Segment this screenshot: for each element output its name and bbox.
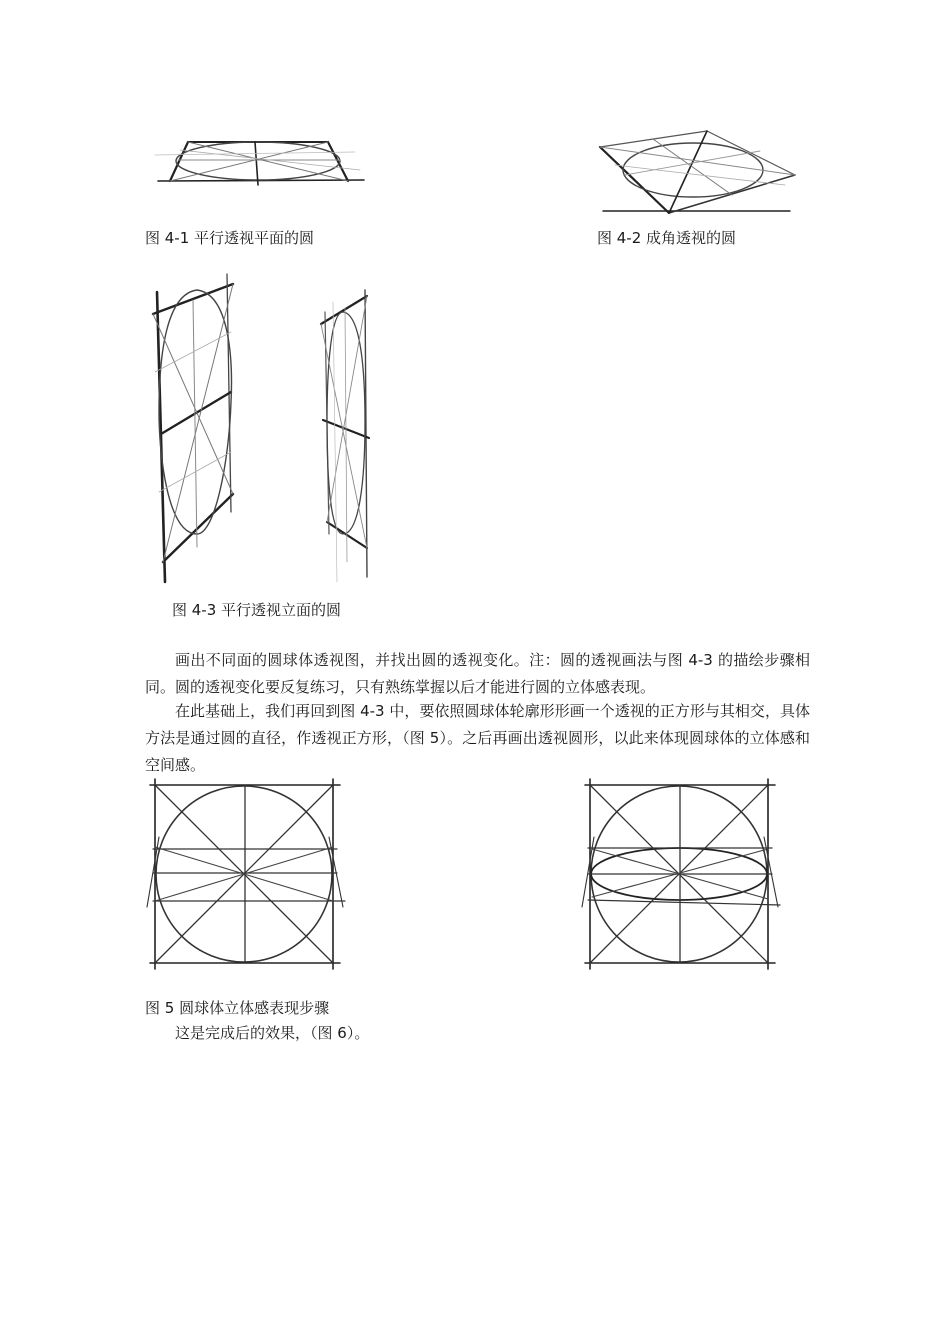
figure-4-3-caption: 图 4-3 平行透视立面的圆 <box>172 601 342 619</box>
figure-4-1-drawing <box>150 130 370 190</box>
figure-4-2-caption: 图 4-2 成角透视的圆 <box>597 229 737 247</box>
figure-4-2-drawing <box>595 125 800 217</box>
paragraph-2: 在此基础上，我们再回到图 4-3 中，要依照圆球体轮廓形形画一个透视的正方形与其相交，具体方法是通过圆的直径，作透视正方形，（图 5）。之后再画出透视圆形，以此来体现圆球体的立体感和空间感。 <box>145 702 810 774</box>
figure-4-1-caption: 图 4-1 平行透视平面的圆 <box>145 229 315 247</box>
paragraph-3: 这是完成后的效果，（图 6）。 <box>175 1024 370 1042</box>
figure-5-caption: 图 5 圆球体立体感表现步骤 <box>145 999 330 1017</box>
figure-5-left-drawing <box>145 777 350 972</box>
paragraph-1: 画出不同面的圆球体透视图，并找出圆的透视变化。注：圆的透视画法与图 4-3 的描绘步骤相同。圆的透视变化要反复练习，只有熟练掌握以后才能进行圆的立体感表现。 <box>145 651 810 696</box>
figure-4-3-drawing <box>145 272 385 587</box>
figure-5-right-drawing <box>580 777 785 972</box>
